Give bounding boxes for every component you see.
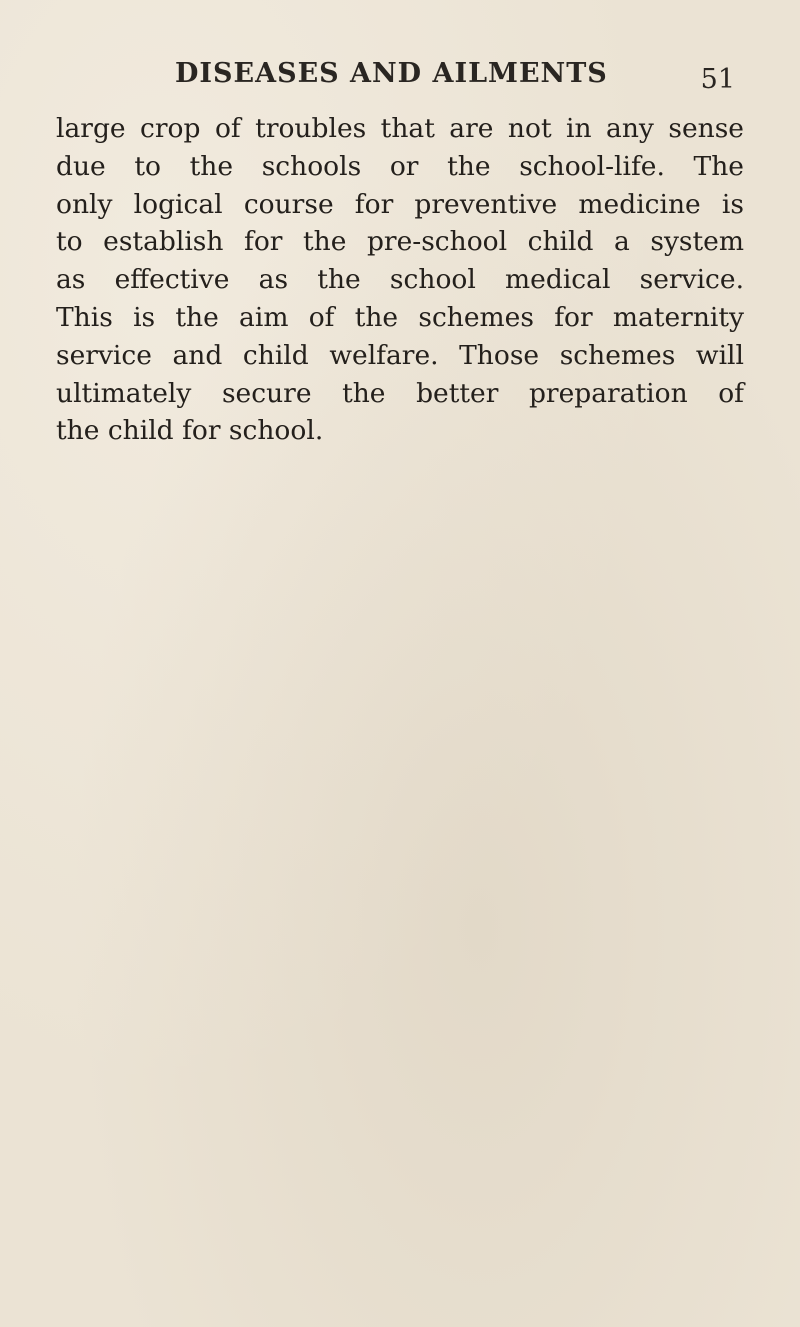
text-line: large crop of troubles that are not in any sense [56,113,744,144]
text-line: as effective as the school medical service. [56,264,744,296]
text-line: only logical course for preventive medicine is [56,188,744,220]
text-line: service and child welfare. Those schemes will [56,339,744,371]
text-line: the child for school. [56,415,324,447]
text-line: to establish for the pre-school child a system [56,226,744,258]
running-head [175,58,735,98]
text-line: ultimately secure the better preparation of [56,377,744,409]
running-title: DISEASES AND AILMENTS [175,58,608,89]
text-line: due to the schools or the school-life. The [56,150,744,182]
page-number: 51 [700,64,735,95]
body-paragraph [56,110,744,450]
text-line: This is the aim of the schemes for maternity [56,301,744,333]
